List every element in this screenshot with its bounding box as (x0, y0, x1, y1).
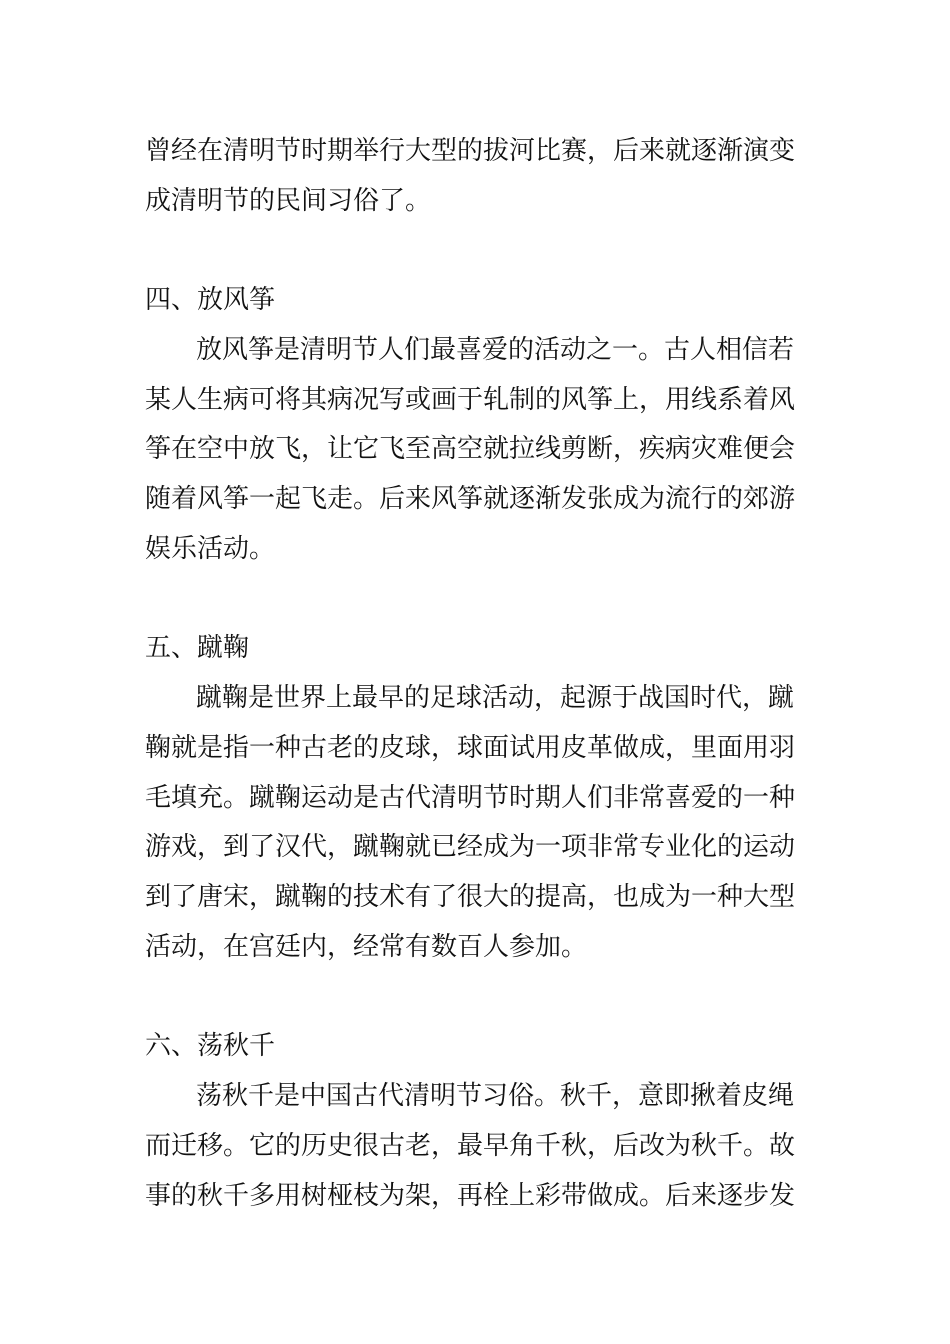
paragraph-line: 活动，在宫廷内，经常有数百人参加。 (145, 932, 588, 962)
paragraph-line: 鞠就是指一种古老的皮球，球面试用皮革做成，里面用羽 (145, 733, 796, 763)
paragraph-line: 蹴鞠是世界上最早的足球活动，起源于战国时代，蹴 (196, 683, 795, 713)
paragraph-line: 而迁移。它的历史很古老，最早角千秋，后改为秋千。故 (145, 1131, 796, 1161)
section-heading-cuju: 五、蹴鞠 (145, 633, 250, 663)
paragraph-line: 某人生病可将其病况写或画于轧制的风筝上，用线系着风 (145, 385, 796, 415)
paragraph-line: 到了唐宋，蹴鞠的技术有了很大的提高，也成为一种大型 (145, 882, 796, 912)
section-heading-kite: 四、放风筝 (145, 285, 276, 315)
paragraph-line: 筝在空中放飞，让它飞至高空就拉线剪断，疾病灾难便会 (145, 434, 796, 464)
paragraph-line: 游戏，到了汉代，蹴鞠就已经成为一项非常专业化的运动 (145, 832, 796, 862)
paragraph-line: 娱乐活动。 (145, 534, 276, 564)
section-heading-swing: 六、荡秋千 (145, 1031, 276, 1061)
paragraph-line: 放风筝是清明节人们最喜爱的活动之一。古人相信若 (196, 335, 795, 365)
paragraph-line: 事的秋千多用树桠枝为架，再栓上彩带做成。后来逐步发 (145, 1181, 796, 1211)
intro-line: 成清明节的民间习俗了。 (145, 186, 432, 216)
paragraph-line: 随着风筝一起飞走。后来风筝就逐渐发张成为流行的郊游 (145, 484, 796, 514)
paragraph-line: 荡秋千是中国古代清明节习俗。秋千，意即揪着皮绳 (196, 1081, 795, 1111)
intro-line: 曾经在清明节时期举行大型的拔河比赛，后来就逐渐演变 (145, 136, 796, 166)
paragraph-line: 毛填充。蹴鞠运动是古代清明节时期人们非常喜爱的一种 (145, 783, 796, 813)
